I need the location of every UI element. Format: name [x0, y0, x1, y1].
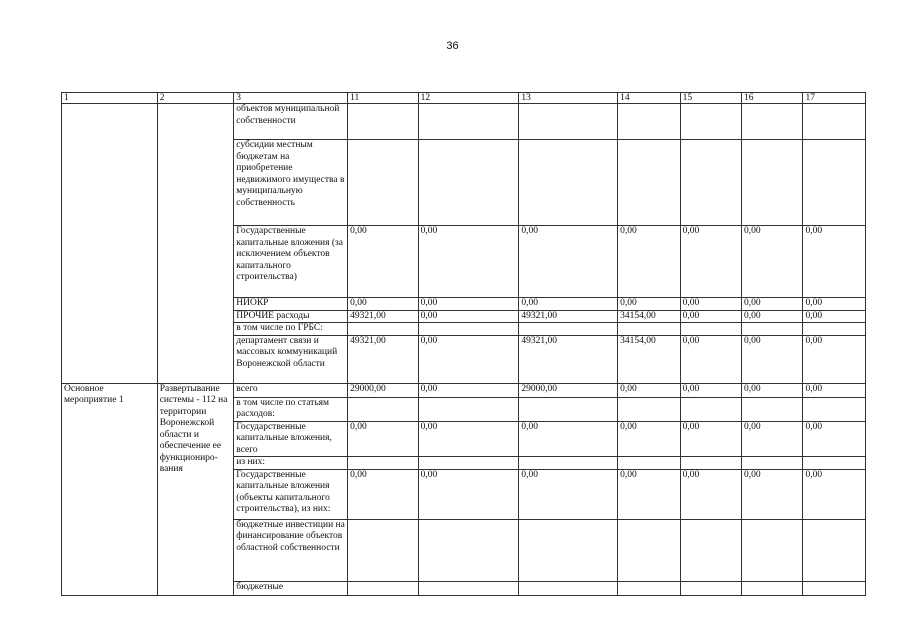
- value-cell: 0,00: [742, 469, 803, 519]
- value-cell: 0,00: [803, 421, 866, 457]
- value-cell: [519, 581, 618, 595]
- value-cell: [618, 397, 680, 421]
- column-header: 3: [234, 93, 348, 104]
- value-cell: [680, 104, 741, 140]
- value-cell: 29000,00: [348, 383, 419, 397]
- activity-name-cell: Основное мероприятие 1: [62, 383, 158, 595]
- value-cell: [519, 140, 618, 226]
- value-cell: 0,00: [680, 226, 741, 298]
- expense-label-cell: Государственные капитальные вложения, всего: [234, 421, 348, 457]
- value-cell: 0,00: [803, 383, 866, 397]
- value-cell: 0,00: [519, 226, 618, 298]
- value-cell: 0,00: [618, 383, 680, 397]
- value-cell: [742, 104, 803, 140]
- value-cell: [803, 397, 866, 421]
- value-cell: [519, 104, 618, 140]
- value-cell: [618, 140, 680, 226]
- value-cell: [348, 581, 419, 595]
- value-cell: [519, 397, 618, 421]
- expense-label-cell: субсидии местным бюджетам на приобретение недвижимого имущества в муниципальную собственность: [234, 140, 348, 226]
- column-header: 13: [519, 93, 618, 104]
- value-cell: [742, 397, 803, 421]
- value-cell: 0,00: [418, 421, 519, 457]
- value-cell: 0,00: [803, 226, 866, 298]
- value-cell: 0,00: [348, 421, 419, 457]
- value-cell: [803, 581, 866, 595]
- value-cell: [348, 104, 419, 140]
- value-cell: 49321,00: [348, 310, 419, 323]
- value-cell: [803, 457, 866, 470]
- value-cell: [803, 519, 866, 581]
- column-header: 16: [742, 93, 803, 104]
- value-cell: 0,00: [618, 421, 680, 457]
- value-cell: 0,00: [742, 383, 803, 397]
- value-cell: 0,00: [418, 335, 519, 383]
- value-cell: [618, 519, 680, 581]
- expense-label-cell: объектов муниципальной собственности: [234, 104, 348, 140]
- value-cell: 0,00: [418, 469, 519, 519]
- value-cell: 0,00: [742, 226, 803, 298]
- value-cell: 0,00: [803, 335, 866, 383]
- value-cell: [418, 323, 519, 336]
- activity-name-cell: [62, 104, 158, 384]
- expense-label-cell: в том числе по ГРБС:: [234, 323, 348, 336]
- budget-table: [61, 92, 866, 596]
- value-cell: [803, 104, 866, 140]
- value-cell: [618, 323, 680, 336]
- expense-label-cell: департамент связи и массовых коммуникаций Воронежской области: [234, 335, 348, 383]
- value-cell: 0,00: [680, 421, 741, 457]
- value-cell: [680, 140, 741, 226]
- value-cell: 0,00: [519, 298, 618, 311]
- value-cell: [418, 519, 519, 581]
- value-cell: [418, 397, 519, 421]
- value-cell: [618, 457, 680, 470]
- value-cell: 0,00: [680, 335, 741, 383]
- expense-label-cell: бюджетные инвестиции на финансирование объектов областной собственности: [234, 519, 348, 581]
- value-cell: 49321,00: [519, 335, 618, 383]
- value-cell: 0,00: [680, 383, 741, 397]
- value-cell: [348, 140, 419, 226]
- value-cell: 0,00: [803, 310, 866, 323]
- value-cell: [742, 323, 803, 336]
- column-header: 14: [618, 93, 680, 104]
- value-cell: 34154,00: [618, 310, 680, 323]
- expense-label-cell: Государственные капитальные вложения (за исключением объектов капитального строительства): [234, 226, 348, 298]
- value-cell: [742, 581, 803, 595]
- page-number: 36: [446, 40, 459, 52]
- value-cell: 0,00: [803, 298, 866, 311]
- column-header: 1: [62, 93, 158, 104]
- value-cell: [680, 457, 741, 470]
- value-cell: 0,00: [519, 469, 618, 519]
- value-cell: [418, 104, 519, 140]
- column-header: 12: [418, 93, 519, 104]
- value-cell: [618, 581, 680, 595]
- value-cell: 0,00: [618, 469, 680, 519]
- activity-description-cell: [157, 104, 234, 384]
- value-cell: [680, 581, 741, 595]
- table-row: [62, 104, 866, 140]
- value-cell: 0,00: [348, 298, 419, 311]
- value-cell: [519, 457, 618, 470]
- value-cell: 0,00: [803, 469, 866, 519]
- value-cell: 0,00: [348, 469, 419, 519]
- value-cell: 34154,00: [618, 335, 680, 383]
- value-cell: 0,00: [618, 226, 680, 298]
- value-cell: 29000,00: [519, 383, 618, 397]
- column-header: 2: [157, 93, 234, 104]
- value-cell: [348, 323, 419, 336]
- value-cell: 0,00: [618, 298, 680, 311]
- column-header: 17: [803, 93, 866, 104]
- value-cell: 0,00: [418, 226, 519, 298]
- column-header: 11: [348, 93, 419, 104]
- expense-label-cell: бюджетные: [234, 581, 348, 595]
- value-cell: [618, 104, 680, 140]
- expense-label-cell: в том числе по статьям расходов:: [234, 397, 348, 421]
- value-cell: 0,00: [680, 310, 741, 323]
- value-cell: [348, 519, 419, 581]
- value-cell: 0,00: [348, 226, 419, 298]
- header-row: [62, 93, 866, 104]
- value-cell: 0,00: [418, 310, 519, 323]
- expense-label-cell: из них:: [234, 457, 348, 470]
- value-cell: [680, 397, 741, 421]
- expense-label-cell: ПРОЧИЕ расходы: [234, 310, 348, 323]
- value-cell: 0,00: [519, 421, 618, 457]
- expense-label-cell: всего: [234, 383, 348, 397]
- value-cell: 0,00: [680, 298, 741, 311]
- table-row: [62, 383, 866, 397]
- value-cell: 0,00: [418, 383, 519, 397]
- value-cell: [418, 140, 519, 226]
- value-cell: [348, 397, 419, 421]
- value-cell: 0,00: [680, 469, 741, 519]
- value-cell: 49321,00: [348, 335, 419, 383]
- activity-description-cell: Развертывание системы - 112 на территории Воронежской области и обеспечение ее функциониро-вания: [157, 383, 234, 595]
- value-cell: [519, 323, 618, 336]
- value-cell: 0,00: [742, 310, 803, 323]
- value-cell: [742, 519, 803, 581]
- value-cell: [803, 323, 866, 336]
- value-cell: 0,00: [418, 298, 519, 311]
- value-cell: 0,00: [742, 335, 803, 383]
- expense-label-cell: Государственные капитальные вложения (объекты капитального строительства), из них:: [234, 469, 348, 519]
- value-cell: 0,00: [742, 421, 803, 457]
- column-header: 15: [680, 93, 741, 104]
- value-cell: [418, 581, 519, 595]
- value-cell: [742, 457, 803, 470]
- value-cell: [803, 140, 866, 226]
- expense-label-cell: НИОКР: [234, 298, 348, 311]
- value-cell: [680, 323, 741, 336]
- value-cell: [742, 140, 803, 226]
- value-cell: [348, 457, 419, 470]
- value-cell: [680, 519, 741, 581]
- value-cell: [519, 519, 618, 581]
- value-cell: [418, 457, 519, 470]
- value-cell: 49321,00: [519, 310, 618, 323]
- value-cell: 0,00: [742, 298, 803, 311]
